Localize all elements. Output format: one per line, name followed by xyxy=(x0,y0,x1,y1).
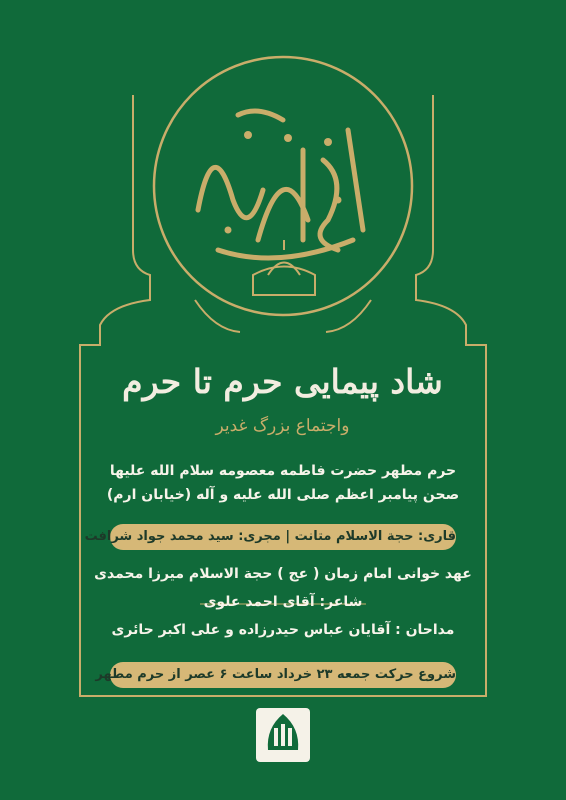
poet-line: شاعر: آقای احمد علوی xyxy=(203,594,363,610)
covenant-line: عهد خوانی امام زمان ( عج ) حجة الاسلام میرزا محمدی xyxy=(94,566,472,582)
shrine-logo xyxy=(254,706,312,786)
headline: شاد پیمایی حرم تا حرم xyxy=(122,362,443,401)
subheadline: واجتماع بزرگ غدیر xyxy=(215,416,350,436)
eulogists-line: مداحان : آقایان عباس حیدرزاده و علی اکبر حائری xyxy=(111,622,455,638)
reciter-pill: قاری: حجة الاسلام متانت | مجری: سید محمد جواد شرافت xyxy=(110,524,456,550)
venue-line-2: صحن پیامبر اعظم صلی الله علیه و آله (خیابان ارم) xyxy=(106,487,460,503)
venue-line-1: حرم مطهر حضرت فاطمه معصومه سلام الله علیها xyxy=(109,463,457,479)
calligraphy-emblem xyxy=(188,90,380,320)
start-time-pill: شروع حرکت جمعه ۲۳ خرداد ساعت ۶ عصر از حرم مطهر xyxy=(110,662,456,688)
